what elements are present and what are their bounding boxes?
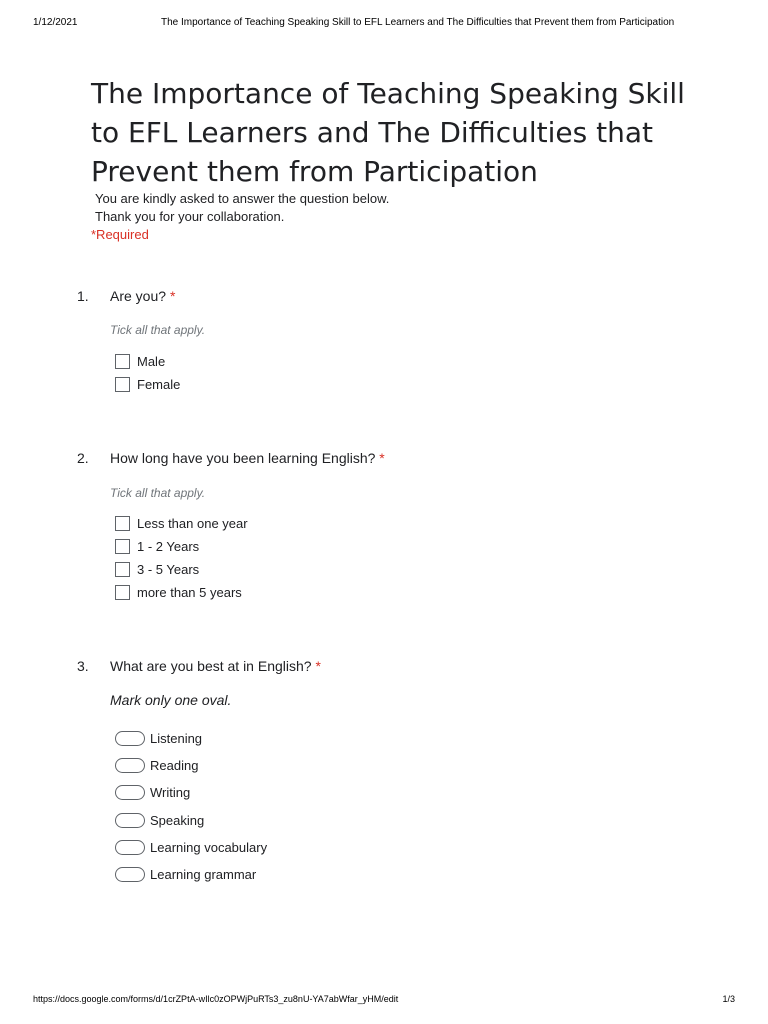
checkbox[interactable] <box>115 585 130 600</box>
question-header <box>77 450 697 470</box>
radio-oval[interactable] <box>115 867 145 882</box>
radio-oval[interactable] <box>115 731 145 746</box>
form-title: The Importance of Teaching Speaking Skill to EFL Learners and The Difficulties that Prevent them from Participation <box>91 77 685 188</box>
form-description <box>95 190 389 226</box>
print-url: https://docs.google.com/forms/d/1crZPtA-wIlc0zOPWjPuRTs3_zu8nU-YA7abWfar_yHM/edit <box>33 994 399 1004</box>
required-asterisk: * <box>315 658 321 674</box>
option-label: Female <box>137 377 181 392</box>
form-description-line-2: Thank you for your collaboration. <box>95 209 285 224</box>
question-text <box>110 288 175 304</box>
question-instruction: Tick all that apply. <box>110 323 206 337</box>
option-label: Reading <box>150 758 199 773</box>
required-asterisk: * <box>379 450 385 466</box>
checkbox[interactable] <box>115 354 130 369</box>
question-instruction: Tick all that apply. <box>110 486 206 500</box>
option-label: 3 - 5 Years <box>137 562 200 577</box>
question-3 <box>77 658 697 882</box>
question-1 <box>77 288 697 392</box>
option-label: Learning grammar <box>150 867 257 882</box>
option-label: Learning vocabulary <box>150 840 268 855</box>
option-label: Speaking <box>150 813 205 828</box>
print-header <box>33 17 735 31</box>
question-label: What are you best at in English? <box>110 658 312 674</box>
question-header <box>77 658 697 678</box>
question-text <box>110 658 321 674</box>
question-instruction: Mark only one oval. <box>110 692 232 708</box>
question-number: 3. <box>77 658 89 674</box>
question-label: Are you? <box>110 288 167 304</box>
form-description-line-1: You are kindly asked to answer the question below. <box>95 191 390 206</box>
option-label: Listening <box>150 731 203 746</box>
question-text <box>110 450 385 466</box>
checkbox[interactable] <box>115 516 130 531</box>
radio-oval[interactable] <box>115 840 145 855</box>
page-number: 1/3 <box>722 994 735 1004</box>
print-date: 1/12/2021 <box>33 17 78 28</box>
radio-oval[interactable] <box>115 813 145 828</box>
checkbox[interactable] <box>115 539 130 554</box>
checkbox[interactable] <box>115 377 130 392</box>
question-number: 2. <box>77 450 89 466</box>
option-label: Male <box>137 354 166 369</box>
radio-oval[interactable] <box>115 758 145 773</box>
option-label: Less than one year <box>137 516 248 531</box>
print-footer <box>33 994 735 1008</box>
print-doc-title: The Importance of Teaching Speaking Skill to EFL Learners and The Difficulties that Prevent them from Participation <box>161 17 675 28</box>
required-asterisk: * <box>169 288 176 304</box>
option-label: more than 5 years <box>137 585 242 600</box>
question-2 <box>77 450 697 600</box>
question-label: How long have you been learning English? <box>110 450 376 466</box>
option-label: 1 - 2 Years <box>137 539 200 554</box>
radio-oval[interactable] <box>115 785 145 800</box>
required-note: *Required <box>91 227 149 242</box>
question-header <box>77 288 697 308</box>
option-label: Writing <box>150 785 191 800</box>
checkbox[interactable] <box>115 562 130 577</box>
question-number: 1. <box>77 288 89 304</box>
